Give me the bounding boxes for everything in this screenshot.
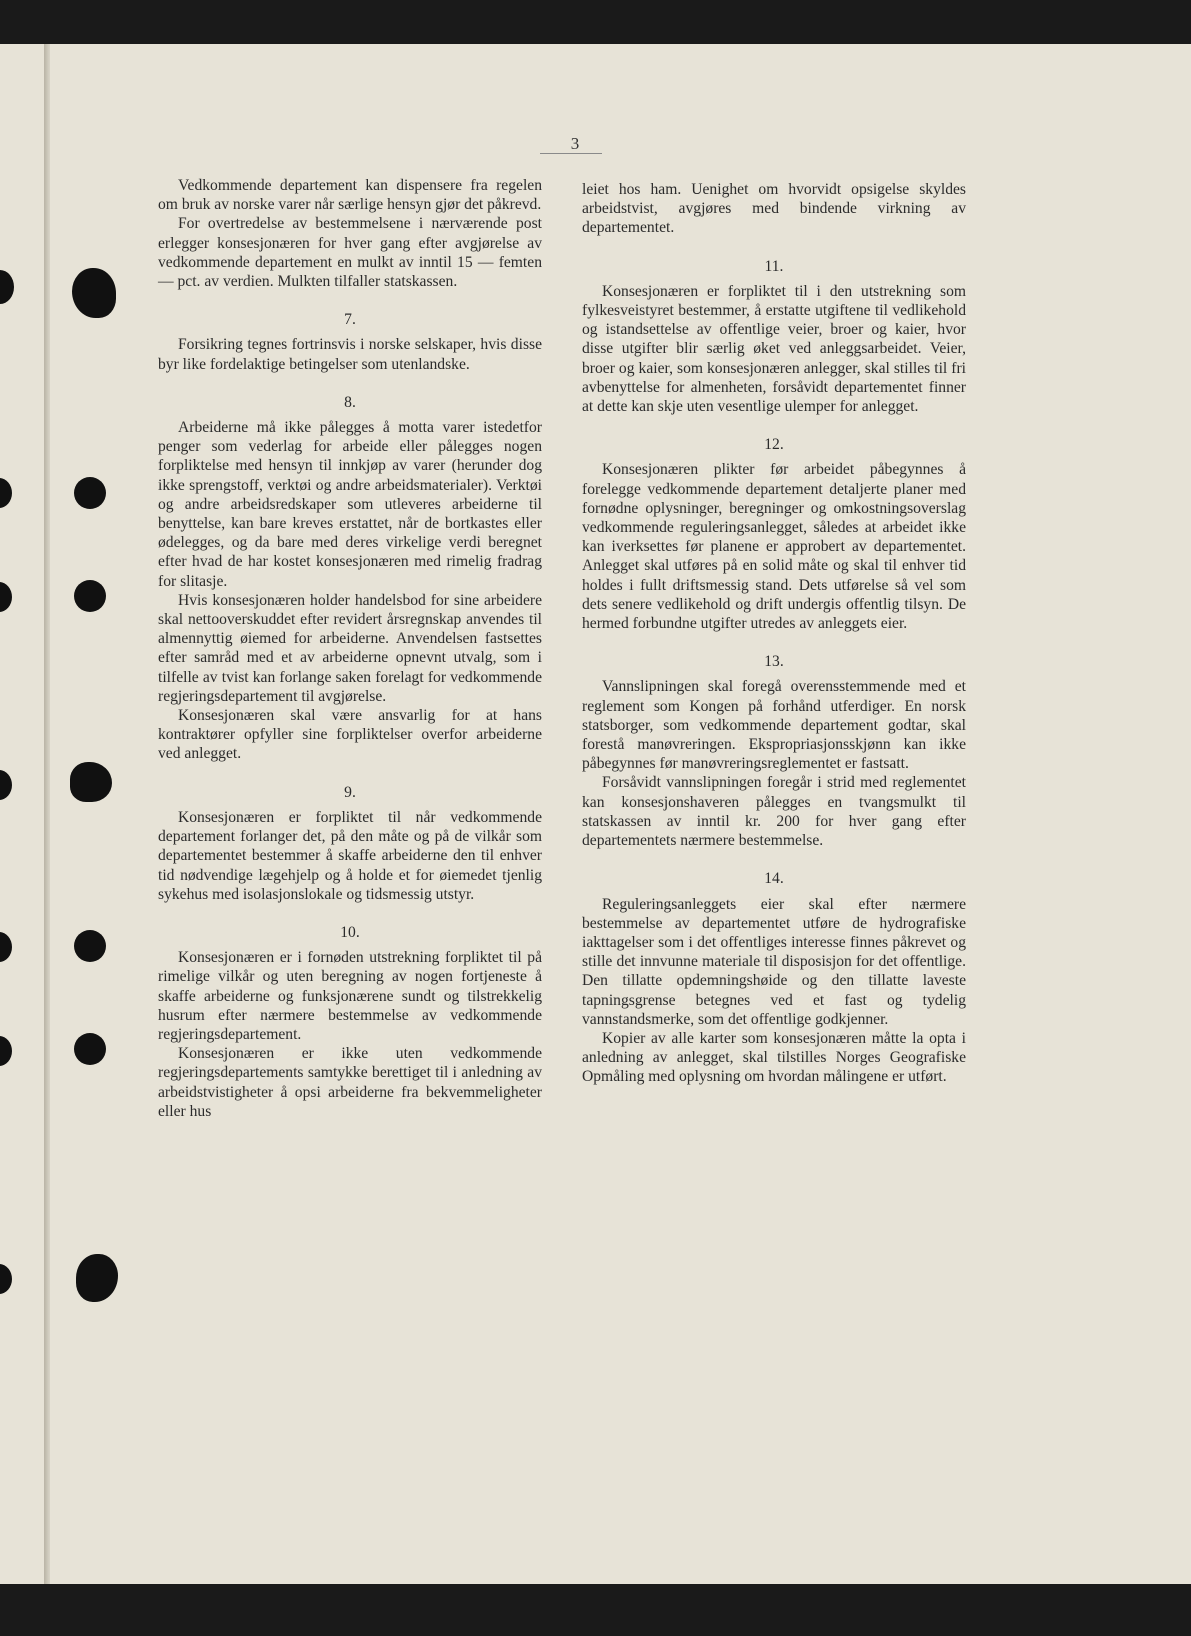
section-number-10: 10. xyxy=(340,923,360,941)
punch-hole xyxy=(74,1033,106,1065)
paragraph: For overtredelse av bestemmelsene i nærværende post erlegger konsesjonæren for hver gang efter avgjørelse av vedkommende departement en mulkt av inntil 15 — femten — pct. av verdien. Mulkten tilfaller statskassen. xyxy=(158,215,542,291)
paragraph: Kopier av alle karter som konsesjonæren måtte la opta i anledning av anlegget, skal tilstilles Norges Geografiske Opmåling med oplysning om hvordan målingene er utført. xyxy=(582,1029,966,1086)
paragraph: Hvis konsesjonæren holder handelsbod for sine arbeidere skal nettooverskuddet efter revidert årsregnskap anvendes til almennyttig øiemed for arbeiderne. Anvendelsen fastsettes efter samråd med et av arbeiderne opnevnt utvalg, som i tilfelle av tvist kan forlange saken forelagt for vedkommende regjeringsdepartement til avgjørelse. xyxy=(158,591,542,705)
paragraph: Forsikring tegnes fortrinsvis i norske selskaper, hvis disse byr like fordelaktige betingelser som utenlandske. xyxy=(158,336,542,373)
paragraph: Vedkommende departement kan dispensere fra regelen om bruk av norske varer når særlige hensyn gjør det påkrevd. xyxy=(158,177,542,214)
section-number-12: 12. xyxy=(764,436,784,454)
left-column xyxy=(158,176,542,1121)
punch-hole xyxy=(72,268,116,318)
section-number-9: 9. xyxy=(344,783,356,801)
section-number-11: 11. xyxy=(764,257,784,275)
paragraph: Konsesjonæren er i fornøden utstrekning forpliktet til på rimelige vilkår og uten beregning av nogen fortjeneste å skaffe arbeiderne og funksjonærene sundt og tilstrekkelig husrum efter nærmere bestemmelse av vedkommende regjeringsdepartement. xyxy=(158,949,542,1043)
binding-edge xyxy=(44,44,50,1584)
paragraph: Konsesjonæren skal være ansvarlig for at hans kontraktører opfyller sine forpliktelser overfor arbeiderne ved anlegget. xyxy=(158,707,542,763)
paragraph: Konsesjonæren er forpliktet til i den utstrekning som fylkesveistyret bestemmer, å erstatte utgiftene til vedlikehold og istandsettelse av offentlige veier, broer og kaier, hvor disse utgifter blir særlig øket ved anleggsarbeidet. Veier, broer og kaier, som konsesjonæren anlegger, skal stilles til fri avbenyttelse for almenheten, forsåvidt departementet finner at dette kan skje uten vesentlige ulemper for anlegget. xyxy=(582,282,966,416)
paragraph: Reguleringsanleggets eier skal efter nærmere bestemmelse av departementet utføre de hydrografiske iakttagelser som i det offentliges interesse finnes påkrevet og stille det innvunne materiale til disposisjon for det offentlige. Den tillatte opdemningshøide og den tillatte laveste tapningsgrense betegnes ved et fast og tydelig vannstandsmerke, som det offentlige godkjenner. xyxy=(582,895,966,1028)
page-number: 3 xyxy=(570,134,580,153)
paragraph: Konsesjonæren er forpliktet til når vedkommende departement forlanger det, på den måte og på de vilkår som departementet bestemmer å skaffe arbeiderne den til enhver tid nødvendige lægehjelp og å holde et for øiemedet tjenlig sykehus med isolasjonslokale og tidsmessig utstyr. xyxy=(158,808,542,903)
paragraph-continuation: leiet hos ham. Uenighet om hvorvidt opsigelse skyldes arbeidstvist, avgjøres med bindende virkning av departementet. xyxy=(582,181,966,237)
section-number-8: 8. xyxy=(344,393,356,411)
section-number-7: 7. xyxy=(344,311,356,329)
punch-hole xyxy=(70,762,112,802)
punch-hole xyxy=(74,477,106,509)
punch-hole xyxy=(74,930,106,962)
section-number-13: 13. xyxy=(764,653,784,671)
punch-hole xyxy=(74,580,106,612)
paragraph: Arbeiderne må ikke pålegges å motta varer istedetfor penger som vederlag for arbeide eller pålegges nogen forpliktelse med hensyn til innkjøp av varer (herunder dog ikke sprengstoff, verktøi og andre arbeidsmaterialer). Verktøi og andre arbeidsredskaper som utleveres arbeiderne til benyttelse, kan bare kreves erstattet, når de bortkastes eller ødelegges, og da bare med deres virkelige verdi beregnet efter hvad de har kostet konsesjonæren med rimelig fradrag for slitasje. xyxy=(158,419,542,590)
section-number-14: 14. xyxy=(764,870,784,888)
paragraph: Konsesjonæren plikter før arbeidet påbegynnes å forelegge vedkommende departement detaljerte planer med fornødne oplysninger, beregninger og omkostningsoverslag vedkommende reguleringsanlegget, således at arbeidet ikke kan iverksettes før planene er approbert av departementet. Anlegget skal utføres på en solid måte og skal til enhver tid holdes i fullt driftsmessig stand. Dets utførelse så vel som dets senere vedlikehold og drift undergis offentlig tilsyn. De hermed forbundne utgifter utredes av anleggets eier. xyxy=(582,461,966,633)
paragraph: Forsåvidt vannslipningen foregår i strid med reglementet kan konsesjonshaveren pålegges en tvangsmulkt til statskassen av inntil kr. 200 for hver gang efter departementets nærmere bestemmelse. xyxy=(582,774,966,850)
page-number-rule xyxy=(540,153,602,154)
paragraph: Konsesjonæren er ikke uten vedkommende regjeringsdepartements samtykke berettiget til i anledning av arbeidstvistigheter å opsi arbeiderne fra bekvemmeligheter eller hus xyxy=(158,1045,542,1120)
paragraph: Vannslipningen skal foregå overensstemmende med et reglement som Kongen på forhånd utferdiger. En norsk statsborger, som vedkommende departement godtar, skal forestå manøvreringen. Ekspropriasjonsskjønn kan ikke påbegynnes før manøvreringsreglementet er fastsatt. xyxy=(582,678,966,773)
right-column xyxy=(582,180,966,1087)
